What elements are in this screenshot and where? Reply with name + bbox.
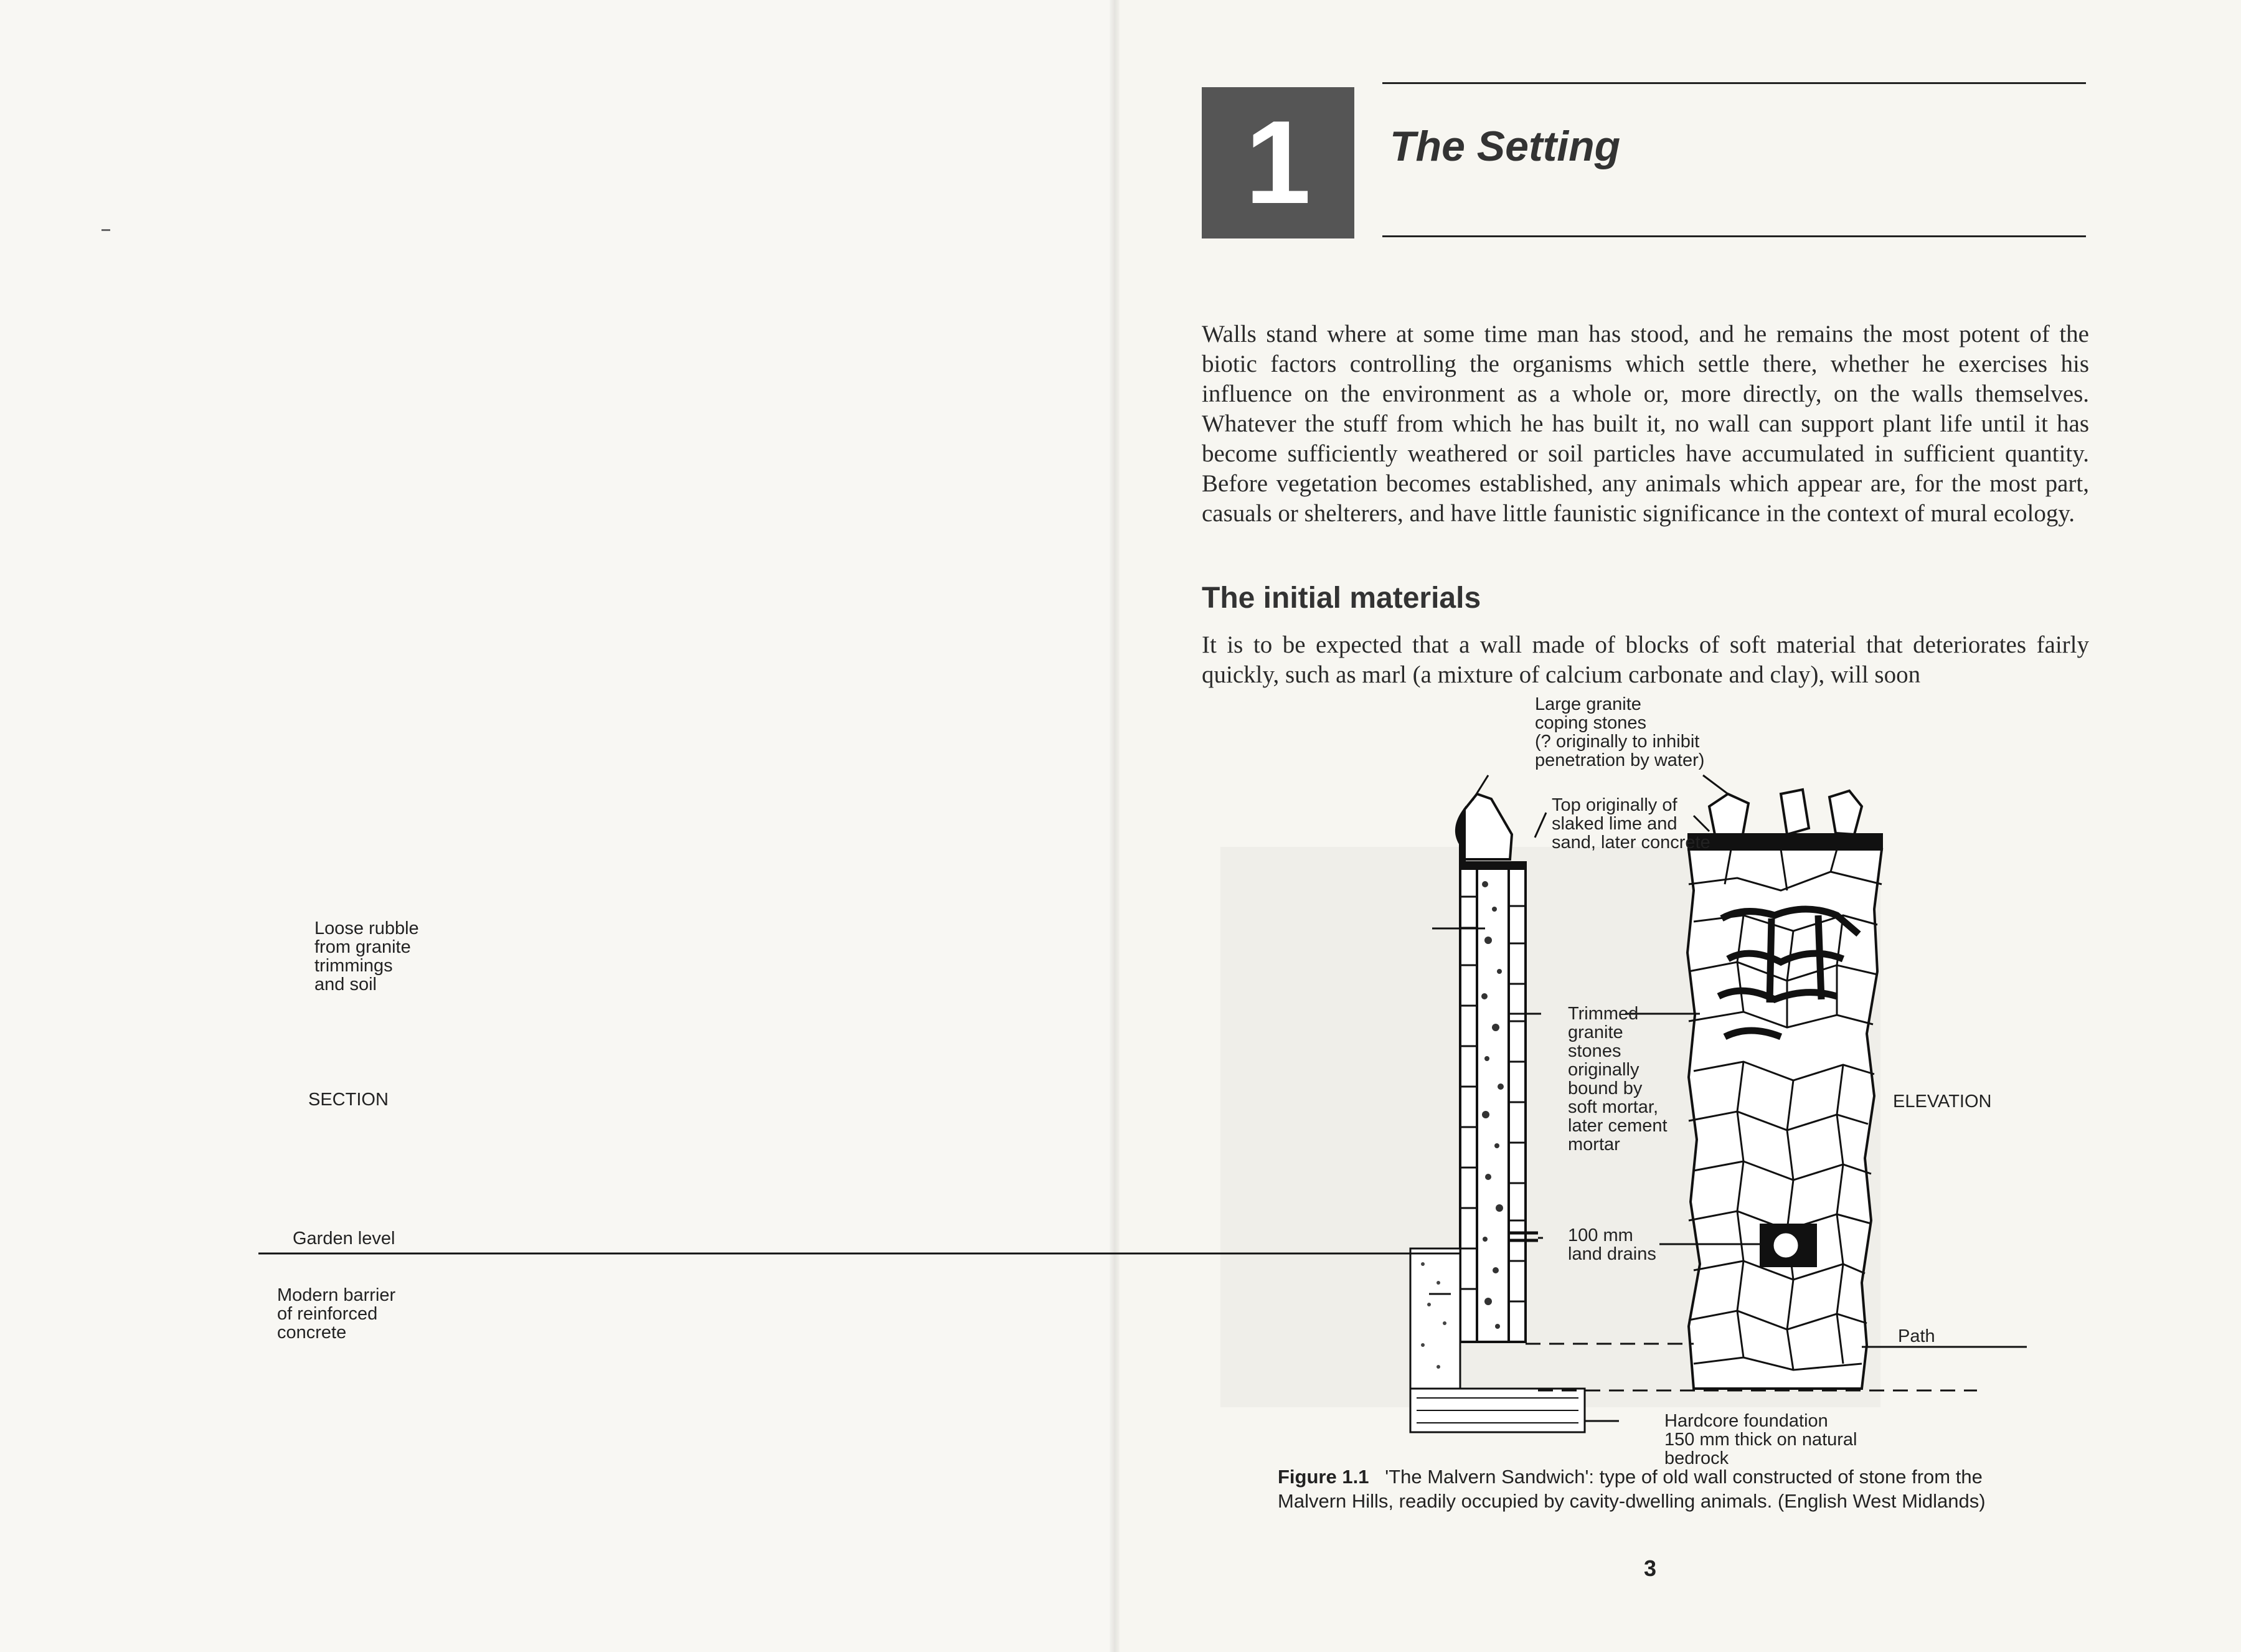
label-path: Path bbox=[1898, 1326, 1935, 1346]
label-top-3: sand, later concrete bbox=[1552, 833, 1710, 852]
label-trimmed-7: later cement bbox=[1568, 1116, 1668, 1136]
label-trimmed-4: originally bbox=[1568, 1060, 1639, 1080]
label-drains-1: 100 mm bbox=[1568, 1225, 1633, 1245]
elevation-coping-3 bbox=[1829, 791, 1862, 834]
label-rubble-4: and soil bbox=[314, 975, 377, 994]
section-paragraph: It is to be expected that a wall made of blocks of soft material that deteriorates fairly quickly, such as marl (a mixture of calcium carbonate and clay), will soon bbox=[1202, 631, 2089, 688]
label-trimmed-5: bound by bbox=[1568, 1079, 1643, 1098]
label-hardcore-2: 150 mm thick on natural bbox=[1664, 1430, 1857, 1450]
label-coping-3: (? originally to inhibit bbox=[1535, 732, 1700, 752]
section-coping-stone bbox=[1465, 794, 1512, 859]
intro-paragraph: Walls stand where at some time man has stood, and he remains the most potent of the biotic factors controlling the organisms which settle there, whether he exercises his influence on the environment as a whole or, more directly, on the walls themselves. Whatever the stuff from which he has built it, no wall can support plant life until it has become sufficiently weathered or soil particles have accumulated in sufficient quantity. Before vegetation becomes established, any animals which appear are, for the most part, casuals or shelterers, and have little faunistic significance in the context of mural ecology. bbox=[1202, 321, 2089, 527]
figure-caption bbox=[1278, 1465, 2028, 1513]
label-trimmed-2: granite bbox=[1568, 1022, 1623, 1042]
label-rubble-1: Loose rubble bbox=[314, 918, 419, 938]
section-heading: The initial materials bbox=[1202, 582, 1481, 615]
concrete-barrier bbox=[1410, 1248, 1460, 1389]
stray-mark bbox=[101, 229, 110, 231]
label-coping-2: coping stones bbox=[1535, 713, 1646, 733]
elevation-coping-1 bbox=[1709, 794, 1748, 838]
label-hardcore-1: Hardcore foundation bbox=[1664, 1411, 1828, 1431]
chapter-title: The Setting bbox=[1390, 123, 1621, 170]
chapter-number: 1 bbox=[1245, 97, 1311, 229]
elevation-wall bbox=[1687, 790, 1882, 1389]
label-coping-1: Large granite bbox=[1535, 694, 1641, 714]
title-rule-bottom bbox=[1382, 235, 2086, 237]
label-top-2: slaked lime and bbox=[1552, 814, 1677, 834]
label-barrier-1: Modern barrier bbox=[277, 1285, 396, 1305]
elevation-coping-2 bbox=[1781, 790, 1809, 834]
page-number: 3 bbox=[1643, 1555, 1657, 1581]
label-barrier-2: of reinforced bbox=[277, 1304, 378, 1324]
label-trimmed-6: soft mortar, bbox=[1568, 1097, 1659, 1117]
label-trimmed-8: mortar bbox=[1568, 1135, 1620, 1154]
label-rubble-2: from granite bbox=[314, 937, 411, 957]
caption-text: 'The Malvern Sandwich': type of old wall constructed of stone from the Malvern Hills, readily occupied by cavity-dwelling animals. (English West Midlands) bbox=[1278, 1466, 1986, 1512]
chapter-number-box bbox=[1202, 87, 1354, 238]
label-trimmed-1: Trimmed bbox=[1568, 1004, 1639, 1024]
label-coping-4: penetration by water) bbox=[1535, 750, 1705, 770]
figure-wall-diagram bbox=[249, 685, 2055, 1470]
label-garden-level: Garden level bbox=[293, 1229, 395, 1248]
label-barrier-3: concrete bbox=[277, 1323, 347, 1343]
label-elevation: ELEVATION bbox=[1893, 1092, 1992, 1112]
label-trimmed-3: stones bbox=[1568, 1041, 1621, 1061]
label-drains-2: land drains bbox=[1568, 1244, 1656, 1264]
label-hardcore-3: bedrock bbox=[1664, 1448, 1729, 1468]
label-top-1: Top originally of bbox=[1552, 795, 1677, 815]
label-rubble-3: trimmings bbox=[314, 956, 393, 976]
label-section: SECTION bbox=[308, 1090, 389, 1110]
title-rule-top bbox=[1382, 82, 2086, 84]
caption-label: Figure 1.1 bbox=[1278, 1466, 1369, 1488]
elevation-drain-pipe bbox=[1772, 1232, 1800, 1259]
elevation-top-band bbox=[1689, 834, 1882, 849]
